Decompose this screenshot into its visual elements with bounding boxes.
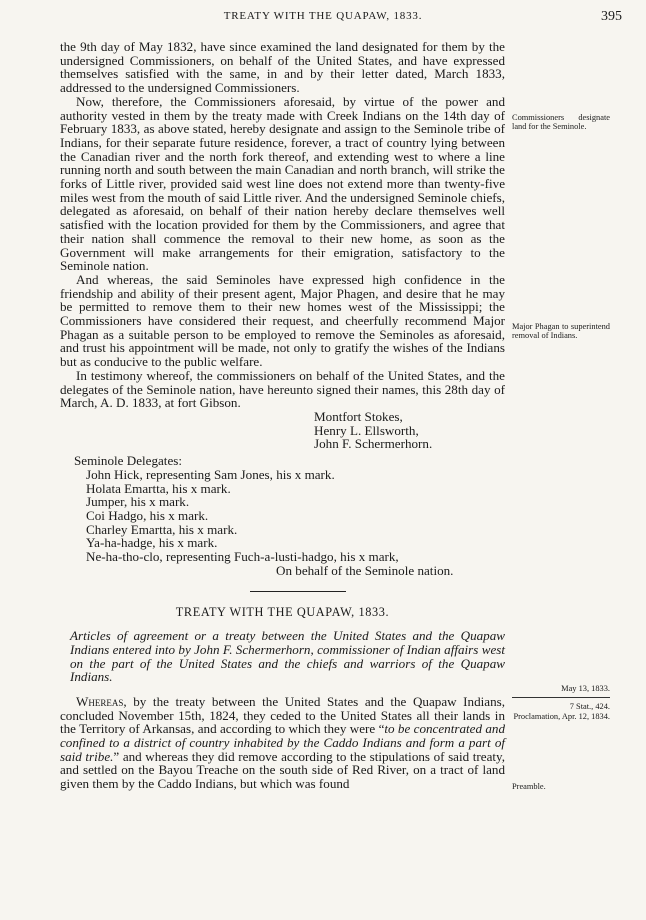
page-header (0, 10, 646, 28)
margin-note-rule (512, 697, 610, 698)
delegate-line: John Hick, representing Sam Jones, his x mark. (86, 466, 335, 482)
paragraph-agent: And whereas, the said Seminoles have expressed high confidence in the friendship and ability of their present agent, Major Phagen, and desire that he may be permitted to remove them to their new homes west of the Mississippi; the Commissioners have considered their request, and cheerfully recommend Major Phagan as a suitable person to be employed to remove the Seminoles as aforesaid, and trust his appointment will be made, not only to gratify the wishes of the Indians but as conducive to the public welfare. (60, 271, 505, 370)
treaty-title: TREATY WITH THE QUAPAW, 1833. (175, 605, 390, 620)
commissioner-signatures (314, 410, 505, 451)
delegate-line: Ne-ha-tho-clo, representing Fuch-a-lusti-hadgo, his x mark, (86, 549, 399, 565)
page-number: 395 (601, 9, 622, 24)
delegate-line: Coi Hadgo, his x mark. (86, 507, 209, 523)
paragraph-designation: Now, therefore, the Commissioners aforesaid, by virtue of the power and authority vested in them by the treaty made with Creek Indians on the 14th day of February 1833, as above stated, hereby designate and assign to the Seminole tribe of Indians, for their separate future residence, forever, a tract of country lying between the Canadian river and the north fork thereof, and extending west to where a line running north and south between the main Canadian and north branch, will strike the forks of Little river, provided said west line does not extend more than twenty-five miles west from the mouth of said Little river. And the undersigned Seminole chiefs, delegated as aforesaid, on behalf of their nation hereby declare themselves well satisfied with the location provided for them by the Commissioners, and agree that their nation shall commence the removal to their new home, as soon as the Government will make arrangements for their emigration, satisfactory to the Seminole nation. (60, 93, 505, 274)
paragraph-whereas (60, 695, 505, 791)
running-head: TREATY WITH THE QUAPAW, 1833. (223, 10, 423, 22)
delegate-line: Holata Emartta, his x mark. (86, 480, 231, 496)
behalf-line: On behalf of the Seminole nation. (276, 562, 454, 578)
margin-note-preamble: Preamble. (512, 782, 546, 791)
main-text-column (60, 40, 505, 791)
whereas-text-end: ” and whereas they did remove according to the stipulations of said treaty, and settled on the Bayou Treache on the south side of Red River, on a tract of land given them by the Caddo Indians, but which was found (60, 748, 505, 792)
section-divider (250, 591, 346, 592)
margin-note-statute: 7 Stat., 424. (569, 702, 610, 711)
whereas-quote: to be concentrated and confined to a district of country inhabited by the Caddo Indians and form a part of said tribe. (60, 721, 506, 764)
margin-note-proclamation: Proclamation, Apr. 12, 1834. (513, 712, 610, 721)
treaty-caption: Articles of agreement or a treaty between the United States and the Quapaw Indians entered into by John F. Schermerhorn, commissioner of Indian affairs west on the part of the United States and the chiefs and warriors of the Quapaw Indians. (70, 628, 505, 685)
signature-line: Henry L. Ellsworth, (314, 422, 419, 438)
margin-note-phagan: Major Phagan to superintend removal of Indians. (512, 322, 610, 341)
margin-note-date: May 13, 1833. (561, 684, 610, 693)
delegates-heading: Seminole Delegates: (74, 453, 182, 469)
signature-line: John F. Schermerhorn. (314, 436, 433, 452)
whereas-word: Whereas (76, 693, 124, 709)
whereas-text: , by the treaty between the United States and the Quapaw Indians, concluded November 15th, 1824, they ceded to the United States all their lands in the Territory of Arkansas, and according to which they were “ (60, 693, 505, 737)
delegate-line: Charley Emartta, his x mark. (86, 521, 238, 537)
delegate-line: Ya-ha-hadge, his x mark. (86, 535, 218, 551)
paragraph-testimony: In testimony whereof, the commissioners on behalf of the United States, and the delegates of the Seminole nation, have hereunto signed their names, this 28th day of March, A. D. 1833, at fort Gibson. (60, 367, 505, 411)
delegate-line: Jumper, his x mark. (86, 494, 190, 510)
signature-line: Montfort Stokes, (314, 408, 403, 424)
paragraph-continued: the 9th day of May 1832, have since examined the land designated for them by the undersigned Commissioners, on behalf of the United States, and have expressed themselves satisfied with the same, in and by their letter dated, March 1833, addressed to the undersigned Commissioners. (60, 39, 505, 96)
margin-note-designation: Commissioners designate land for the Seminole. (512, 113, 610, 132)
delegate-list (60, 468, 505, 564)
